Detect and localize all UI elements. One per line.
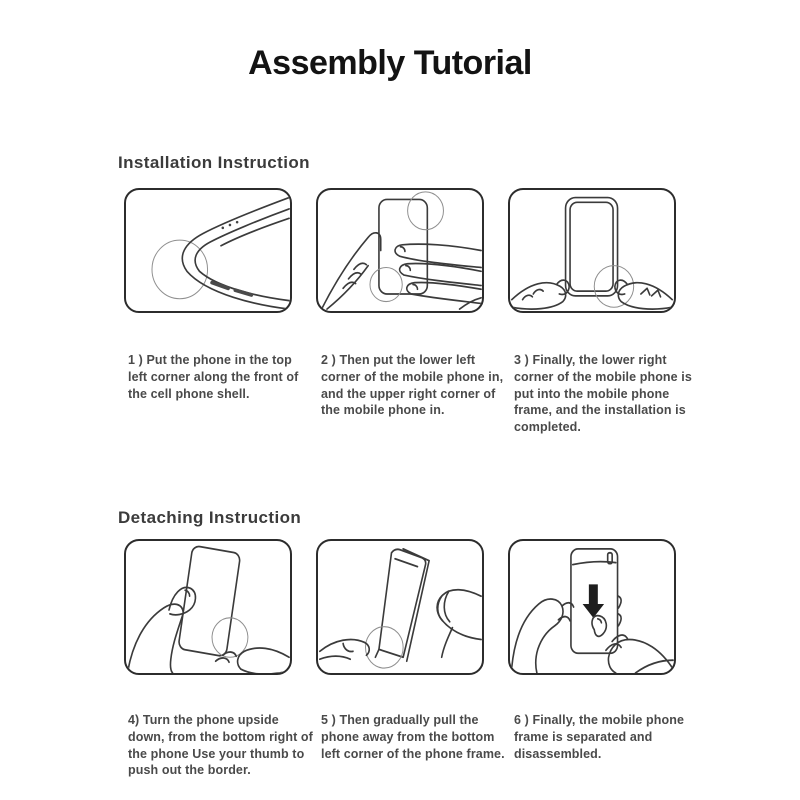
side-button: [618, 614, 621, 626]
side-button: [618, 596, 621, 608]
down-arrow-icon: [583, 584, 605, 617]
right-hand-outline: [437, 590, 481, 640]
left-hand-outline: [512, 599, 563, 673]
knuckle-mark: [354, 263, 367, 269]
finger-wrap: [444, 591, 449, 622]
step-2-panel: [316, 188, 484, 313]
knuckle-mark: [523, 295, 533, 299]
knuckle-mark: [641, 288, 650, 295]
wrist-line: [320, 656, 350, 659]
step-2-caption: 2 ) Then put the lower left corner of the mobile phone in, and the upper right corner of the mobile phone in.: [321, 353, 504, 418]
left-thumb: [557, 280, 570, 294]
detaching-figures-row: [124, 539, 676, 675]
phone-frame-outer: [566, 198, 618, 296]
installation-captions-row: [128, 352, 700, 436]
frame-hole-dot: [229, 224, 232, 227]
hands-holding-phone-icon: [318, 190, 482, 311]
step-5-panel: [316, 539, 484, 675]
frame-bottom-edge: [375, 649, 379, 657]
step-5-caption: 5 ) Then gradually pull the phone away from the bottom left corner of the phone frame.: [321, 713, 505, 761]
step-6-panel: [508, 539, 676, 675]
left-hand-outline: [512, 283, 566, 309]
frame-hole-dot: [236, 221, 239, 224]
right-hand-outline: [238, 648, 290, 673]
step-4-caption: 4) Turn the phone upside down, from the bottom right of the phone Use your thumb to push out the border.: [128, 713, 313, 778]
thumb-nail: [598, 619, 602, 623]
bottom-left-highlight-circle: [365, 627, 403, 668]
page-title: Assembly Tutorial: [248, 44, 532, 82]
installation-figures-row: [124, 188, 676, 313]
fingertip-nail: [400, 247, 404, 252]
step-4-panel: [124, 539, 292, 675]
step-1-caption: 1 ) Put the phone in the top left corner along the front of the cell phone shell.: [128, 353, 299, 401]
step-1-panel: [124, 188, 292, 313]
thumbs-press-bottom-corners-icon: [510, 190, 674, 311]
knuckle-mark: [652, 290, 661, 297]
volume-button: [235, 290, 251, 295]
knuckle-mark: [533, 290, 543, 294]
fingertip-nail: [406, 266, 410, 271]
detaching-section-heading: Detaching Instruction: [118, 508, 302, 527]
bottom-right-highlight-circle: [594, 266, 633, 308]
top-right-highlight-circle: [408, 192, 444, 230]
knuckle-mark: [343, 643, 353, 651]
step-6-caption: 6 ) Finally, the mobile phone frame is separated and disassembled.: [514, 713, 685, 761]
peel-phone-from-frame-icon: [318, 541, 482, 673]
phone-corner-into-shell-icon: [126, 190, 290, 311]
installation-section-heading: Installation Instruction: [118, 153, 310, 172]
volume-button: [212, 283, 228, 289]
finger-arc: [216, 658, 229, 662]
detaching-captions-row: [128, 712, 700, 779]
right-hand-outline: [618, 283, 672, 309]
thumb-push-down-arrow-icon: [510, 541, 674, 673]
corner-highlight-circle: [152, 240, 208, 299]
bottom-left-highlight-circle: [370, 268, 402, 302]
finger-arc: [562, 603, 574, 607]
phone-outline: [178, 545, 241, 656]
hand-gripping-corner-icon: [126, 541, 290, 673]
thumb-line: [442, 628, 453, 658]
step-3-panel: [508, 188, 676, 313]
fingertip-nail: [413, 285, 417, 290]
frame-hole-dot: [222, 226, 225, 229]
step-3-caption: 3 ) Finally, the lower right corner of the mobile phone is put into the mobile phone frame, and the installation is completed.: [514, 353, 692, 434]
phone-top-edge-line: [395, 559, 417, 567]
phone-frame-inner: [570, 202, 613, 291]
left-hand-outline: [322, 233, 381, 309]
right-hand-finger: [407, 282, 481, 303]
